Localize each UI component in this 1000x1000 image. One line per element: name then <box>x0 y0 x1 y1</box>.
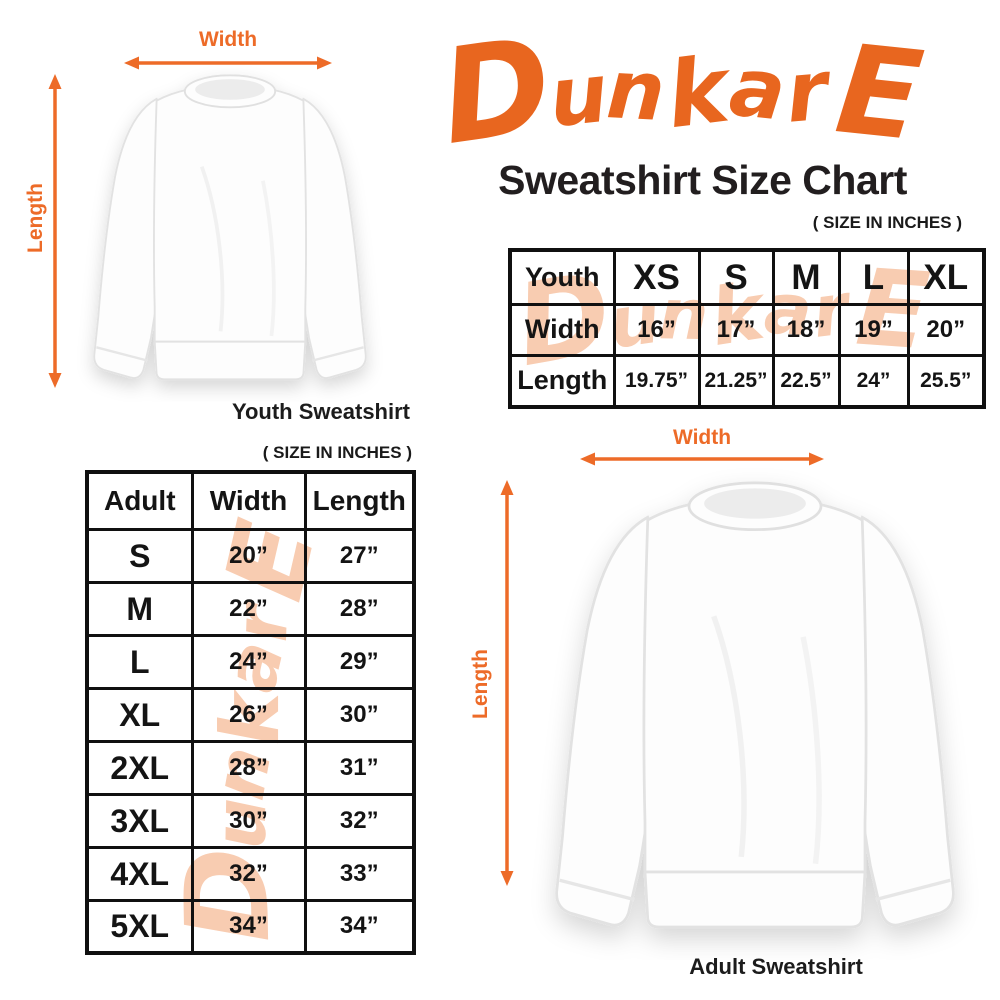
table-cell: 24” <box>192 635 305 688</box>
arrowhead-right <box>809 453 824 466</box>
youth-size-col-m: M <box>773 250 839 304</box>
youth-table-header-row <box>510 250 984 304</box>
table-cell: 27” <box>305 529 414 582</box>
table-cell: 19” <box>839 304 908 355</box>
table-cell: 34” <box>305 900 414 953</box>
size-label: S <box>87 529 192 582</box>
size-label: 3XL <box>87 794 192 847</box>
youth-size-col-xl: XL <box>908 250 984 304</box>
youth-sweatshirt-image <box>70 60 390 405</box>
adult-length-col-header: Length <box>305 472 414 529</box>
row-label: Length <box>510 355 614 407</box>
table-cell: 20” <box>192 529 305 582</box>
table-cell: 16” <box>614 304 699 355</box>
table-cell: 17” <box>699 304 773 355</box>
adult-sweatshirt-caption: Adult Sweatshirt <box>689 954 863 979</box>
arrowhead-bottom <box>49 373 62 388</box>
size-label: 4XL <box>87 847 192 900</box>
youth-size-table <box>508 248 986 409</box>
table-cell: 21.25” <box>699 355 773 407</box>
adult-width-label: Width <box>672 426 732 449</box>
adult-row-xl <box>87 688 414 741</box>
adult-size-table <box>85 470 416 955</box>
table-cell: 19.75” <box>614 355 699 407</box>
arrowhead-left <box>580 453 595 466</box>
arrowhead-bottom <box>501 871 514 886</box>
table-cell: 31” <box>305 741 414 794</box>
table-cell: 30” <box>192 794 305 847</box>
arrowhead-top <box>49 74 62 89</box>
youth-length-label: Length <box>24 183 47 253</box>
adult-row-2xl <box>87 741 414 794</box>
adult-length-arrow-icon <box>498 478 516 888</box>
youth-size-col-xs: XS <box>614 250 699 304</box>
youth-width-label: Width <box>198 28 258 51</box>
adult-table-corner-cell: Adult <box>87 472 192 529</box>
size-label: L <box>87 635 192 688</box>
table-cell: 22” <box>192 582 305 635</box>
brand-logo <box>430 20 980 162</box>
youth-length-arrow-icon <box>46 72 64 390</box>
adult-table-header-row <box>87 472 414 529</box>
adult-row-3xl <box>87 794 414 847</box>
youth-size-col-s: S <box>699 250 773 304</box>
table-cell: 34” <box>192 900 305 953</box>
arrowhead-top <box>501 480 514 495</box>
table-cell: 26” <box>192 688 305 741</box>
youth-size-units-note: ( SIZE IN INCHES ) <box>812 213 962 232</box>
table-cell: 32” <box>192 847 305 900</box>
adult-sweatshirt-image <box>515 465 995 960</box>
table-cell: 22.5” <box>773 355 839 407</box>
size-label: 2XL <box>87 741 192 794</box>
size-label: M <box>87 582 192 635</box>
table-cell: 29” <box>305 635 414 688</box>
youth-table-corner-cell: Youth <box>510 250 614 304</box>
youth-sweatshirt-caption: Youth Sweatshirt <box>231 399 410 424</box>
table-cell: 24” <box>839 355 908 407</box>
table-cell: 30” <box>305 688 414 741</box>
youth-length-row <box>510 355 984 407</box>
table-cell: 18” <box>773 304 839 355</box>
youth-width-row <box>510 304 984 355</box>
adult-row-m <box>87 582 414 635</box>
youth-size-col-l: L <box>839 250 908 304</box>
page-title: Sweatshirt Size Chart <box>498 157 907 203</box>
table-cell: 25.5” <box>908 355 984 407</box>
table-cell: 32” <box>305 794 414 847</box>
adult-row-l <box>87 635 414 688</box>
adult-size-units-note: ( SIZE IN INCHES ) <box>262 443 412 462</box>
adult-row-4xl <box>87 847 414 900</box>
adult-row-5xl <box>87 900 414 953</box>
table-cell: 28” <box>305 582 414 635</box>
size-label: 5XL <box>87 900 192 953</box>
adult-length-label: Length <box>469 649 492 719</box>
row-label: Width <box>510 304 614 355</box>
size-label: XL <box>87 688 192 741</box>
adult-row-s <box>87 529 414 582</box>
table-cell: 28” <box>192 741 305 794</box>
adult-width-col-header: Width <box>192 472 305 529</box>
table-cell: 33” <box>305 847 414 900</box>
table-cell: 20” <box>908 304 984 355</box>
